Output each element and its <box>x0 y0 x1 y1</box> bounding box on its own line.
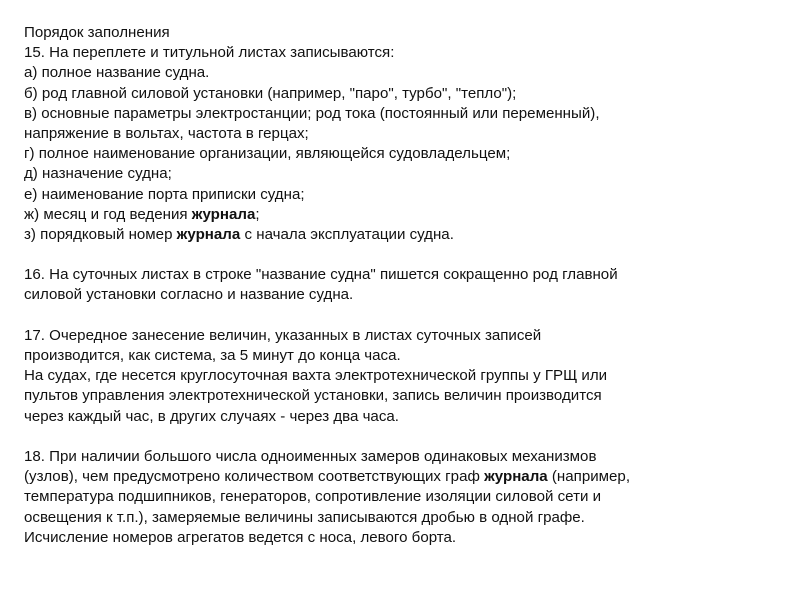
item-17-line1: 17. Очередное занесение величин, указанных в листах суточных записей <box>24 326 542 344</box>
item-15-b: б) род главной силовой установки (например, "паро", турбо", "тепло"); <box>24 84 517 102</box>
item-18-line2-text: (узлов), чем предусмотрено количеством соответствующих граф <box>24 468 485 486</box>
item-15-e: е) наименование порта приписки судна; <box>24 185 305 203</box>
item-15-zh <box>24 205 784 225</box>
paragraph-gap <box>24 427 784 447</box>
item-18-line1: 18. При наличии большого числа одноименных замеров одинаковых механизмов <box>24 447 597 465</box>
item-17-line2: производится, как система, за 5 минут до конца часа. <box>24 347 401 364</box>
item-15-zh-text: ж) месяц и год ведения <box>24 205 192 223</box>
journal-bold-term: журнала <box>484 468 548 486</box>
paragraph-gap <box>24 306 784 326</box>
item-15-a: а) полное название судна. <box>24 64 210 82</box>
item-15-z <box>24 225 784 245</box>
heading: Порядок заполнения <box>24 24 170 41</box>
item-15-v-line2: напряжение в вольтах, частота в герцах; <box>24 124 309 142</box>
paragraph-gap <box>24 245 784 265</box>
item-18-line2-end: (например, <box>547 468 631 486</box>
item-15-zh-end: ; <box>255 205 260 223</box>
item-16-line1: 16. На суточных листах в строке "название судна" пишется сокращенно род главной <box>24 266 618 284</box>
item-17-line3: На судах, где несется круглосуточная вахта электротехнической группы у ГРЩ или <box>24 367 608 385</box>
item-18-line2 <box>24 467 784 487</box>
item-15-v-line1: в) основные параметры электростанции; род тока (постоянный или переменный), <box>24 104 600 122</box>
item-18-line5: Исчисление номеров агрегатов ведется с носа, левого борта. <box>24 528 457 546</box>
journal-bold-term: журнала <box>176 225 241 243</box>
item-15-z-end: с начала эксплуатации судна. <box>240 225 454 243</box>
item-18-line3: температура подшипников, генераторов, сопротивление изоляции силовой сети и <box>24 488 602 506</box>
item-17-line5: через каждый час, в других случаях - через два часа. <box>24 407 399 425</box>
item-16-line2: силовой установки согласно и название судна. <box>24 286 354 304</box>
instructions-text <box>24 23 784 548</box>
item-15-z-text: з) порядковый номер <box>24 225 177 243</box>
item-15-intro: 15. На переплете и титульной листах записываются: <box>24 44 395 62</box>
journal-bold-term: журнала <box>191 205 256 223</box>
item-17-line4: пультов управления электротехнической установки, запись величин производится <box>24 387 602 405</box>
item-15-d: д) назначение судна; <box>24 165 172 183</box>
item-18-line4: освещения к т.п.), замеряемые величины записываются дробью в одной графе. <box>24 508 585 526</box>
item-15-g: г) полное наименование организации, являющейся судовладельцем; <box>24 145 511 163</box>
